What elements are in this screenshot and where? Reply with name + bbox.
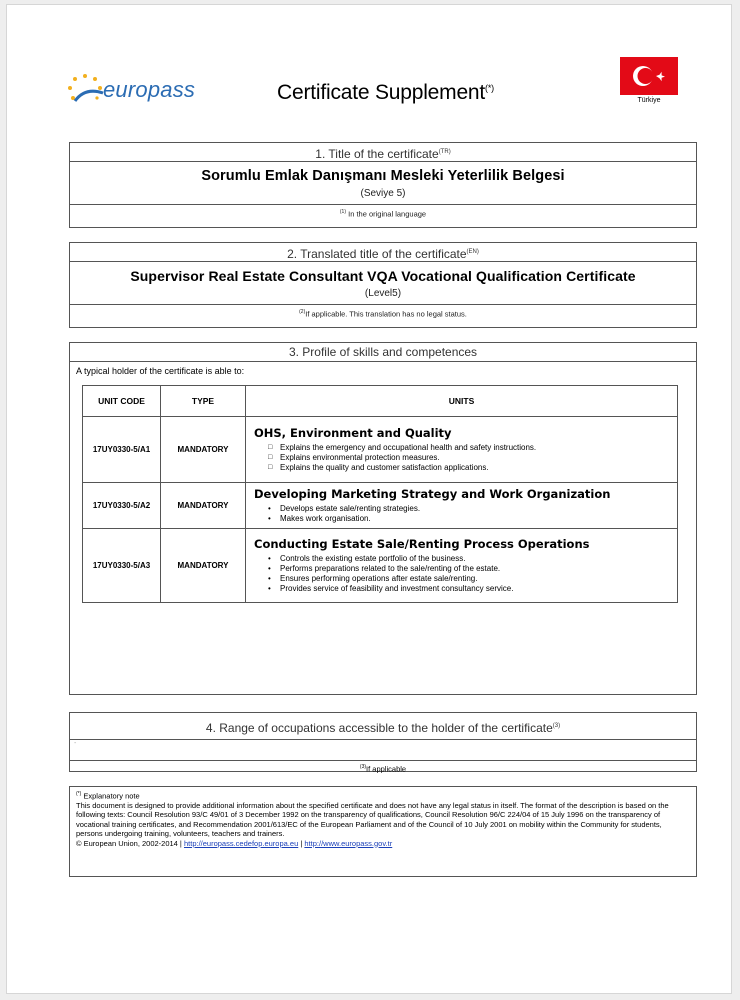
page-title: Certificate Supplement(*) bbox=[277, 81, 494, 104]
copyright-line: © European Union, 2002-2014 | http://europass.cedefop.europa.eu | http://www.europass.gov.tr bbox=[76, 838, 393, 848]
unit-type: MANDATORY bbox=[161, 529, 246, 603]
list-item: • Develops estate sale/renting strategies. bbox=[268, 504, 671, 514]
europass-gov-tr-link[interactable]: http://www.europass.gov.tr bbox=[304, 838, 393, 848]
unit-cell bbox=[246, 483, 678, 529]
unit-cell bbox=[246, 417, 678, 483]
certificate-page bbox=[6, 4, 732, 994]
occupations-value: - bbox=[70, 740, 696, 761]
unit-items bbox=[254, 443, 671, 473]
europass-cedefop-link[interactable]: http://europass.cedefop.europa.eu bbox=[183, 838, 299, 848]
section-title-translated bbox=[69, 242, 697, 328]
list-item: □ Explains the quality and customer satisfaction applications. bbox=[268, 463, 671, 473]
units-table bbox=[82, 385, 678, 603]
section-footnote: $^{(2)}$If applicable. This translation has no legal status. bbox=[70, 304, 696, 319]
section-heading: 4. Range of occupations accessible to the holder of the certificate$^{(3)}$ bbox=[70, 713, 696, 740]
unit-title: OHS, Environment and Quality bbox=[254, 426, 452, 440]
explanatory-note-text: This document is designed to provide additional information about the specified certificate and does not have any legal status in itself. The format of the description is based on the following texts: Council Resolution 93/C 49/01 of 3 December 1992 on the transparency of qualifications, Council Resolution 96/C 224/04 of 15 July 1996 on the transparency of vocational training certificates, and Recommendation 2001/613/EC of the European Parliament and of the Council of 10 July 2001 on mobility within the Community for students, persons undergoing training, volunteers, teachers and trainers. bbox=[76, 800, 669, 839]
europass-logo bbox=[65, 71, 205, 113]
list-item: □ Explains the emergency and occupational health and safety instructions. bbox=[268, 443, 671, 453]
certificate-level-original: (Seviye 5) bbox=[360, 188, 406, 199]
table-row bbox=[83, 483, 678, 529]
certificate-title-original: Sorumlu Emlak Danışmanı Mesleki Yeterlilik Belgesi bbox=[201, 168, 565, 184]
unit-items bbox=[254, 504, 671, 524]
turkey-flag-icon bbox=[620, 57, 678, 95]
explanatory-note-label: (*) Explanatory note bbox=[76, 791, 140, 801]
skills-intro: A typical holder of the certificate is able to: bbox=[76, 366, 245, 376]
certificate-title-translated: Supervisor Real Estate Consultant VQA Vocational Qualification Certificate bbox=[130, 268, 636, 284]
turkey-flag bbox=[617, 57, 681, 104]
list-item: • Performs preparations related to the sale/renting of the estate. bbox=[268, 564, 671, 574]
column-header-unit-code: UNIT CODE bbox=[83, 386, 161, 417]
unit-code: 17UY0330-5/A2 bbox=[83, 483, 161, 529]
unit-code: 17UY0330-5/A3 bbox=[83, 529, 161, 603]
section-heading: 3. Profile of skills and competences bbox=[70, 343, 696, 362]
country-label: Türkiye bbox=[637, 97, 661, 104]
list-item: □ Explains environmental protection measures. bbox=[268, 453, 671, 463]
section-title-original bbox=[69, 142, 697, 228]
unit-type: MANDATORY bbox=[161, 483, 246, 529]
section-explanatory-note bbox=[69, 786, 697, 877]
section-footnote: $^{(1)}$ In the original language bbox=[70, 204, 696, 219]
list-item: • Ensures performing operations after estate sale/renting. bbox=[268, 574, 671, 584]
section-heading: 2. Translated title of the certificate$^{(EN)}$ bbox=[70, 243, 696, 262]
list-item: • Controls the existing estate portfolio of the business. bbox=[268, 554, 671, 564]
table-row bbox=[83, 529, 678, 603]
unit-cell bbox=[246, 529, 678, 603]
unit-code: 17UY0330-5/A1 bbox=[83, 417, 161, 483]
column-header-units: UNITS bbox=[246, 386, 678, 417]
list-item: • Makes work organisation. bbox=[268, 514, 671, 524]
unit-title: Developing Marketing Strategy and Work Organization bbox=[254, 487, 611, 501]
table-row bbox=[83, 417, 678, 483]
section-heading: 1. Title of the certificate$^{(TR)}$ bbox=[70, 143, 696, 162]
unit-items bbox=[254, 554, 671, 594]
list-item: • Provides service of feasibility and investment consultancy service. bbox=[268, 584, 671, 594]
logo-text: europass bbox=[103, 77, 196, 102]
section-skills-profile bbox=[69, 342, 697, 695]
certificate-level-translated: (Level5) bbox=[364, 288, 402, 299]
section-footnote: $^{(3)}$If applicable bbox=[359, 764, 407, 774]
unit-type: MANDATORY bbox=[161, 417, 246, 483]
unit-title: Conducting Estate Sale/Renting Process Operations bbox=[254, 537, 590, 551]
column-header-type: TYPE bbox=[161, 386, 246, 417]
section-occupations bbox=[69, 712, 697, 772]
